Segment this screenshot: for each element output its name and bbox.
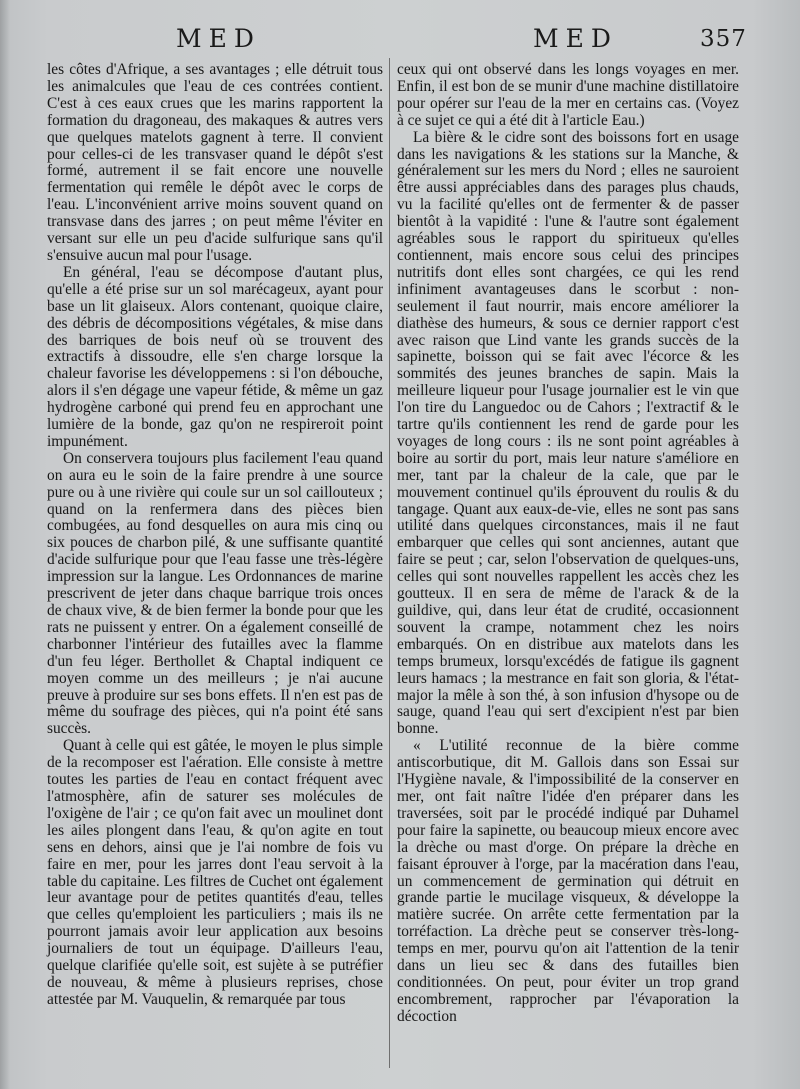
running-head-left: MED	[176, 24, 261, 53]
left-column	[47, 62, 383, 1009]
paragraph: En général, l'eau se décompose d'autant plus, qu'elle a été prise sur un sol marécageux, ayant pour base un lit glaiseux. Alors contenant, quoique claire, des débris de décompositions végétales, & mise dans des barriques de bois neuf où se trouvent des extractifs à dissoudre, elle s'en charge lorsque la chaleur favorise les développemens : si l'on débouche, alors il s'en dégage une vapeur fétide, & même un gaz hydrogène carboné qui prend feu en approchant une lumière de la bonde, gaz qu'on ne respireroit point impunément.	[47, 263, 383, 450]
page-number: 357	[700, 26, 747, 52]
paragraph: les côtes d'Afrique, a ses avantages ; elle détruit tous les animalcules que l'eau de ces contrées contient. C'est à ces eaux crues que les marins rapportent la formation du dragoneau, des makaques & autres vers que quelques matelots gagnent à terre. Il convient pour celles-ci de les transvaser quand le dépôt s'est formé, autrement il se fait encore une nouvelle fermentation qui remêle le dépôt avec le corps de l'eau. L'inconvénient arrive moins souvent quand on transvase dans des jarres ; on peut même l'éviter en versant sur elle un peu d'acide sulfurique sans qu'il s'ensuive aucun mal pour l'usage.	[47, 61, 383, 264]
page-edge-shadow	[0, 0, 10, 1089]
column-divider	[389, 58, 390, 1068]
paragraph: La bière & le cidre sont des boissons fort en usage dans les navigations & les stations sur la Manche, & généralement sur les mers du Nord ; elles ne sauroient être aussi appréciables dans des parages plus chauds, vu la facilité qu'elles ont de fermenter & de passer bientôt à la vapidité : l'une & l'autre sont également agréables sous le rapport du spiritueux qu'elles contiennent, mais encore sous celui des principes nutritifs dont elles sont chargées, ce qui les rend infiniment avantageuses dans le scorbut : non-seulement il faut nourrir, mais encore améliorer la diathèse des humeurs, & sous ce dernier rapport c'est avec raison que Lind vante les grands succès de la sapinette, boisson qui se fait avec l'écorce & les sommités des jeunes branches de sapin. Mais la meilleure liqueur pour l'usage journalier est le vin que l'on tire du Languedoc ou de Cahors ; l'extractif & le tartre qu'ils contiennent les rend de garde pour les voyages de long cours : ils ne sont point agréables à boire au sortir du port, mais leur nature s'améliore en mer, tant par la chaleur de la cale, que par le mouvement continuel qu'ils éprouvent du roulis & du tangage. Quant aux eaux-de-vie, elles ne sont pas sans utilité dans quelques circonstances, mais il ne faut embarquer que celles qui sont anciennes, autant que faire se peut ; car, selon l'observation de quelques-uns, celles qui sont nouvelles rappellent les accès chez les goutteux. Il en sera de même de l'arack & de la guildive, qui, dans leur état de crudité, occasionnent souvent la crampe, notamment chez les noirs embarqués. On en distribue aux matelots dans les temps brumeux, lorsqu'excédés de fatigue ils gagnent leurs hamacs ; la mestrance en fait son gloria, & l'état-major la mêle à son thé, à son infusion d'hysope ou de sauge, quand l'eau qui sert d'excipient n'est par bien bonne.	[397, 128, 739, 738]
right-column	[397, 62, 739, 1026]
paragraph: On conservera toujours plus facilement l'eau quand on aura eu le soin de la faire prendre à une source pure ou à une rivière qui coule sur un sol caillouteux ; quand on la renfermera dans des pièces bien combugées, au fond desquelles on aura mis cinq ou six pouces de charbon pilé, & une suffisante quantité d'acide sulfurique pour que l'eau fasse une très-légère impression sur la langue. Les Ordonnances de marine prescrivent de jeter dans chaque barrique trois onces de chaux vive, & de bien fermer la bonde pour que les rats ne puissent y entrer. On a également conseillé de charbonner l'intérieur des futailles avec la flamme d'un feu léger. Berthollet & Chaptal indiquent ce moyen comme un des meilleurs ; je n'ai aucune preuve à produire sur ses bons effets. Il n'en est pas de même du soufrage des pièces, qui n'a point été sans succès.	[47, 449, 383, 738]
paragraph: Quant à celle qui est gâtée, le moyen le plus simple de la recomposer est l'aération. Elle consiste à mettre toutes les parties de l'eau en contact fréquent avec l'atmosphère, afin de saturer ses molécules de l'oxigène de l'air ; ce qu'on fait avec un moulinet dont les ailes plongent dans l'eau, & qu'on agite en tout sens en dehors, ainsi que je l'ai nombre de fois vu faire en mer, pour les jarres dont l'eau servoit à la table du capitaine. Les filtres de Cuchet ont également leur avantage pour de petites quantités d'eau, telles que celles qu'emploient les particuliers ; mais ils ne pourront jamais avoir leur application aux besoins journaliers de tout un équipage. D'ailleurs l'eau, quelque clarifiée qu'elle soit, est sujète à se putréfier de nouveau, & même à plusieurs reprises, chose attestée par M. Vauquelin, & remarquée par tous	[47, 737, 383, 1008]
running-head-right: MED	[533, 24, 618, 53]
paragraph: « L'utilité reconnue de la bière comme antiscorbutique, dit M. Gallois dans son Essai sur l'Hygiène navale, & l'impossibilité de la conserver en mer, ont fait naître l'idée d'en préparer dans les traversées, soit par le procédé indiqué par Duhamel pour faire la sapinette, ou beaucoup mieux encore avec la drèche ou mast d'orge. On prépare la drèche en faisant éprouver à l'orge, par la macération dans l'eau, un commencement de germination qui détruit en grande partie le mucilage visqueux, & développe la matière sucrée. On arrête cette fermentation par la torréfaction. La drèche peut se conserver très-long-temps en mer, pourvu qu'on ait l'attention de la tenir dans un lieu sec & dans des futailles bien conditionnées. On peut, pour éviter un trop grand encombrement, rapprocher par l'évaporation la décoction	[397, 737, 739, 1025]
paragraph: ceux qui ont observé dans les longs voyages en mer. Enfin, il est bon de se munir d'une machine distillatoire pour opérer sur l'eau de la mer en certains cas. (Voyez à ce sujet ce qui a été dit à l'article Eau.)	[397, 61, 739, 129]
